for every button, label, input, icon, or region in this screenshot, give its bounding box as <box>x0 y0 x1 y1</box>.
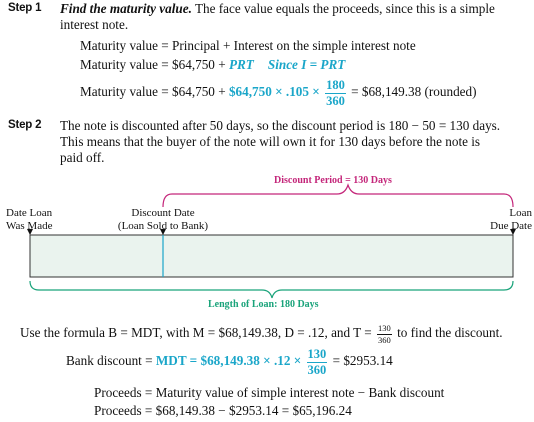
discount-date-line1: Discount Date <box>131 207 195 219</box>
formula-intro-prefix: Use the formula B = MDT, with M = $68,149.38, D = .12, and T = <box>20 325 376 341</box>
maturity-equation-3 <box>80 79 477 107</box>
discount-period-label: Discount Period = 130 Days <box>274 175 392 186</box>
date-loan-line1: Date Loan <box>6 207 53 219</box>
date-loan-label <box>6 207 52 233</box>
loan-period-bar <box>30 235 513 277</box>
formula-intro <box>20 324 503 344</box>
date-loan-line2: Was Made <box>6 220 53 232</box>
discount-date-label <box>110 207 216 233</box>
maturity-equation-1: Maturity value = Principal + Interest on the simple interest note <box>80 38 416 53</box>
formula-intro-numerator: 130 <box>378 323 391 333</box>
formula-intro-fraction <box>377 324 392 344</box>
loan-due-label <box>478 207 532 233</box>
eq3-numerator: 180 <box>326 78 345 92</box>
step1-label: Step 1 <box>8 2 42 14</box>
formula-intro-denominator: 360 <box>378 334 391 345</box>
proceeds-equation-1: Proceeds = Maturity value of simple interest note − Bank discount <box>94 385 445 400</box>
step1-heading: Find the maturity value. <box>60 1 192 16</box>
length-of-loan-label: Length of Loan: 180 Days <box>208 299 319 310</box>
eq3-denominator: 360 <box>326 93 345 108</box>
eq2-prt: PRT <box>228 57 254 72</box>
loan-due-line2: Due Date <box>490 220 532 232</box>
loan-length-brace <box>30 281 513 298</box>
bank-fraction <box>307 348 328 376</box>
loan-due-line1: Loan <box>509 207 532 219</box>
eq3-suffix: = $68,149.38 (rounded) <box>347 84 477 100</box>
step1-line2: interest note. <box>60 17 129 32</box>
step1-line1 <box>60 1 495 16</box>
step2-line2: This means that the buyer of the note will own it for 130 days before the note is <box>60 134 481 149</box>
bank-prefix: Bank discount = <box>66 353 156 369</box>
eq3-fraction <box>325 79 346 107</box>
step2-label: Step 2 <box>8 119 42 131</box>
eq2-since: Since I = PRT <box>267 57 346 72</box>
step2-line3: paid off. <box>60 150 105 165</box>
discount-period-brace <box>163 185 513 207</box>
step2-line1: The note is discounted after 50 days, so the discount period is 180 − 50 = 130 days. <box>60 118 501 133</box>
bank-teal: MDT = $68,149.38 × .12 × <box>155 353 305 369</box>
eq3-prefix: Maturity value = $64,750 + <box>80 84 229 100</box>
formula-intro-suffix: to find the discount. <box>393 325 503 341</box>
bank-discount-equation <box>66 348 393 376</box>
bank-denominator: 360 <box>307 362 327 377</box>
bank-numerator: 130 <box>307 347 327 361</box>
eq2-prefix: Maturity value = $64,750 + <box>80 57 229 72</box>
step1-line1-rest: The face value equals the proceeds, since this is a simple <box>191 1 495 16</box>
proceeds-equation-2: Proceeds = $68,149.38 − $2953.14 = $65,196.24 <box>94 403 352 418</box>
eq3-teal: $64,750 × .105 × <box>228 84 324 100</box>
discount-date-line2: (Loan Sold to Bank) <box>117 220 209 232</box>
maturity-equation-2 <box>80 57 345 72</box>
bank-suffix: = $2953.14 <box>329 353 393 369</box>
timeline-diagram <box>0 180 534 310</box>
